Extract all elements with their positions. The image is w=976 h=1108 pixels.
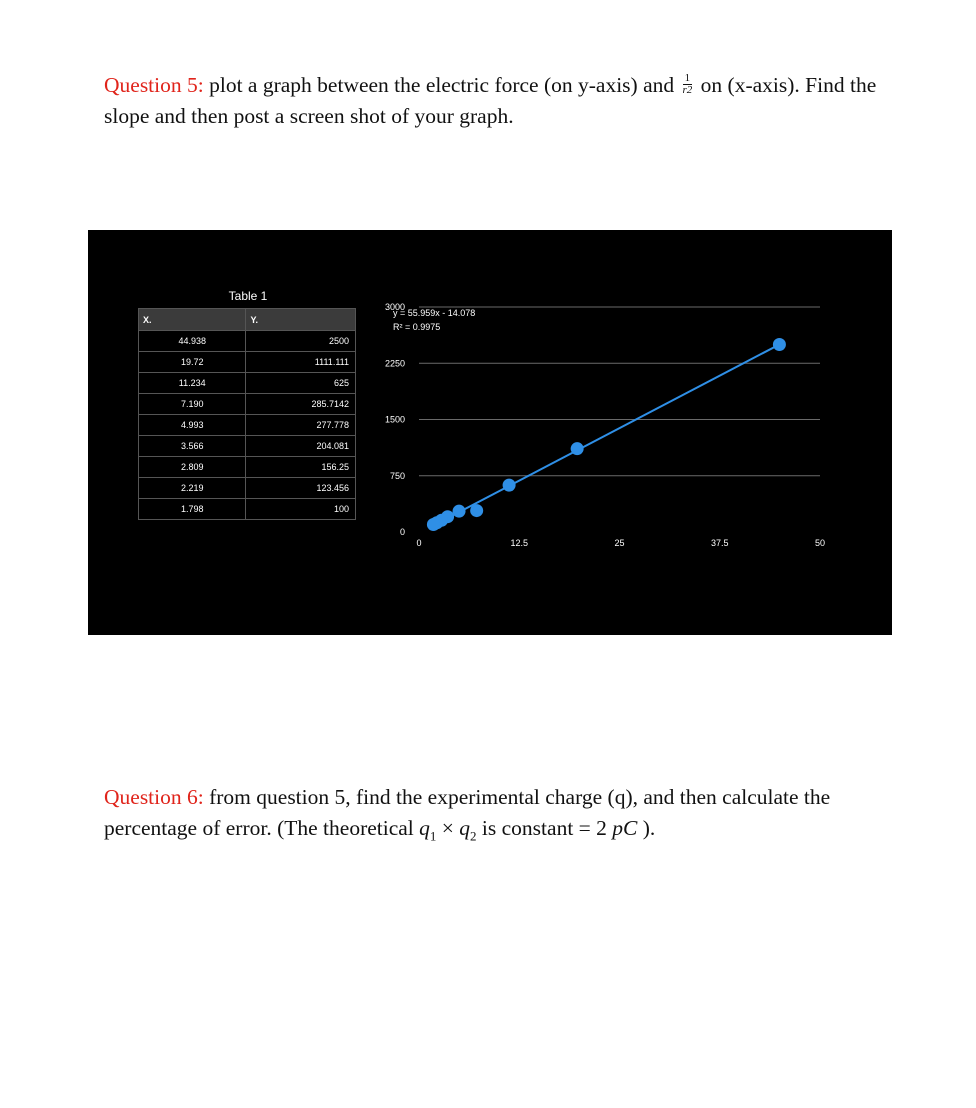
q1-symbol <box>419 816 437 844</box>
cell-y: 123.456 <box>246 478 356 499</box>
data-point <box>503 479 516 492</box>
x-tick-label: 0 <box>416 538 422 548</box>
x-axis-ticks <box>416 538 825 548</box>
trendline-equation: y = 55.959x - 14.078 <box>393 308 476 318</box>
x-tick-label: 37.5 <box>710 538 729 548</box>
cell-y: 204.081 <box>246 436 356 457</box>
data-point <box>427 518 440 531</box>
cell-y: 625 <box>246 373 356 394</box>
q2-letter: q <box>459 816 471 840</box>
x-tick-label: 12.5 <box>510 538 529 548</box>
cell-y: 156.25 <box>246 457 356 478</box>
data-point <box>470 504 483 517</box>
q2-subscript: 2 <box>470 828 477 844</box>
inverse-r-squared-fraction <box>683 73 693 96</box>
y-tick-label: 1500 <box>384 414 405 425</box>
force-vs-inverse-r-squared-chart <box>88 230 892 635</box>
question-5-label: Question 5: <box>104 73 204 97</box>
x-tick-label: 25 <box>614 538 625 548</box>
cell-x: 11.234 <box>139 373 246 394</box>
times-symbol: × <box>441 816 454 840</box>
y-tick-label: 750 <box>389 470 405 481</box>
y-tick-label: 2250 <box>384 358 405 369</box>
column-header-y: Y. <box>246 309 356 331</box>
column-header-x: X. <box>139 309 246 331</box>
charge-unit: pC <box>612 816 638 840</box>
q1-letter: q <box>419 816 430 840</box>
cell-x: 44.938 <box>139 331 246 352</box>
question-6-label: Question 6: <box>104 785 204 809</box>
cell-x: 7.190 <box>139 394 246 415</box>
question-5 <box>104 70 904 132</box>
x-tick-label: 50 <box>814 538 826 548</box>
cell-x: 2.219 <box>139 478 246 499</box>
question-6-text-after: is constant = 2 <box>481 816 607 840</box>
cell-y: 277.778 <box>246 415 356 436</box>
q2-symbol <box>459 816 477 844</box>
q1-subscript: 1 <box>429 828 437 844</box>
cell-y: 100 <box>246 499 356 520</box>
trendline-layer <box>433 344 779 525</box>
data-point <box>773 338 786 351</box>
table-title: Table 1 <box>228 289 268 303</box>
gridlines <box>419 307 820 476</box>
cell-x: 3.566 <box>139 436 246 457</box>
y-axis-ticks <box>385 302 405 537</box>
question-5-text-before: plot a graph between the electric force (on y-axis) and <box>209 73 675 97</box>
question-5-text-after: on (x-axis). Find the slope and then post a screen shot of your graph. <box>104 73 877 128</box>
cell-y: 2500 <box>246 331 356 352</box>
cell-x: 2.809 <box>139 457 246 478</box>
cell-x: 19.72 <box>139 352 246 373</box>
question-6-text-before: from question 5, find the experimental charge (q), and then calculate the percentage of error. (The theoretical <box>104 785 831 840</box>
fraction-denominator: r2 <box>682 83 693 96</box>
cell-y: 285.7142 <box>246 394 356 415</box>
data-point <box>571 442 584 455</box>
question-6-closing: ). <box>642 816 656 840</box>
trendline <box>433 344 779 525</box>
cell-x: 1.798 <box>139 499 246 520</box>
cell-x: 4.993 <box>139 415 246 436</box>
y-tick-label: 0 <box>399 527 405 537</box>
r-squared-label: R² = 0.9975 <box>393 322 441 332</box>
y-tick-label: 3000 <box>384 302 405 312</box>
fraction-numerator: 1 <box>683 73 693 85</box>
cell-y: 1111.111 <box>246 352 356 373</box>
data-point <box>453 505 466 518</box>
question-6 <box>104 782 904 851</box>
